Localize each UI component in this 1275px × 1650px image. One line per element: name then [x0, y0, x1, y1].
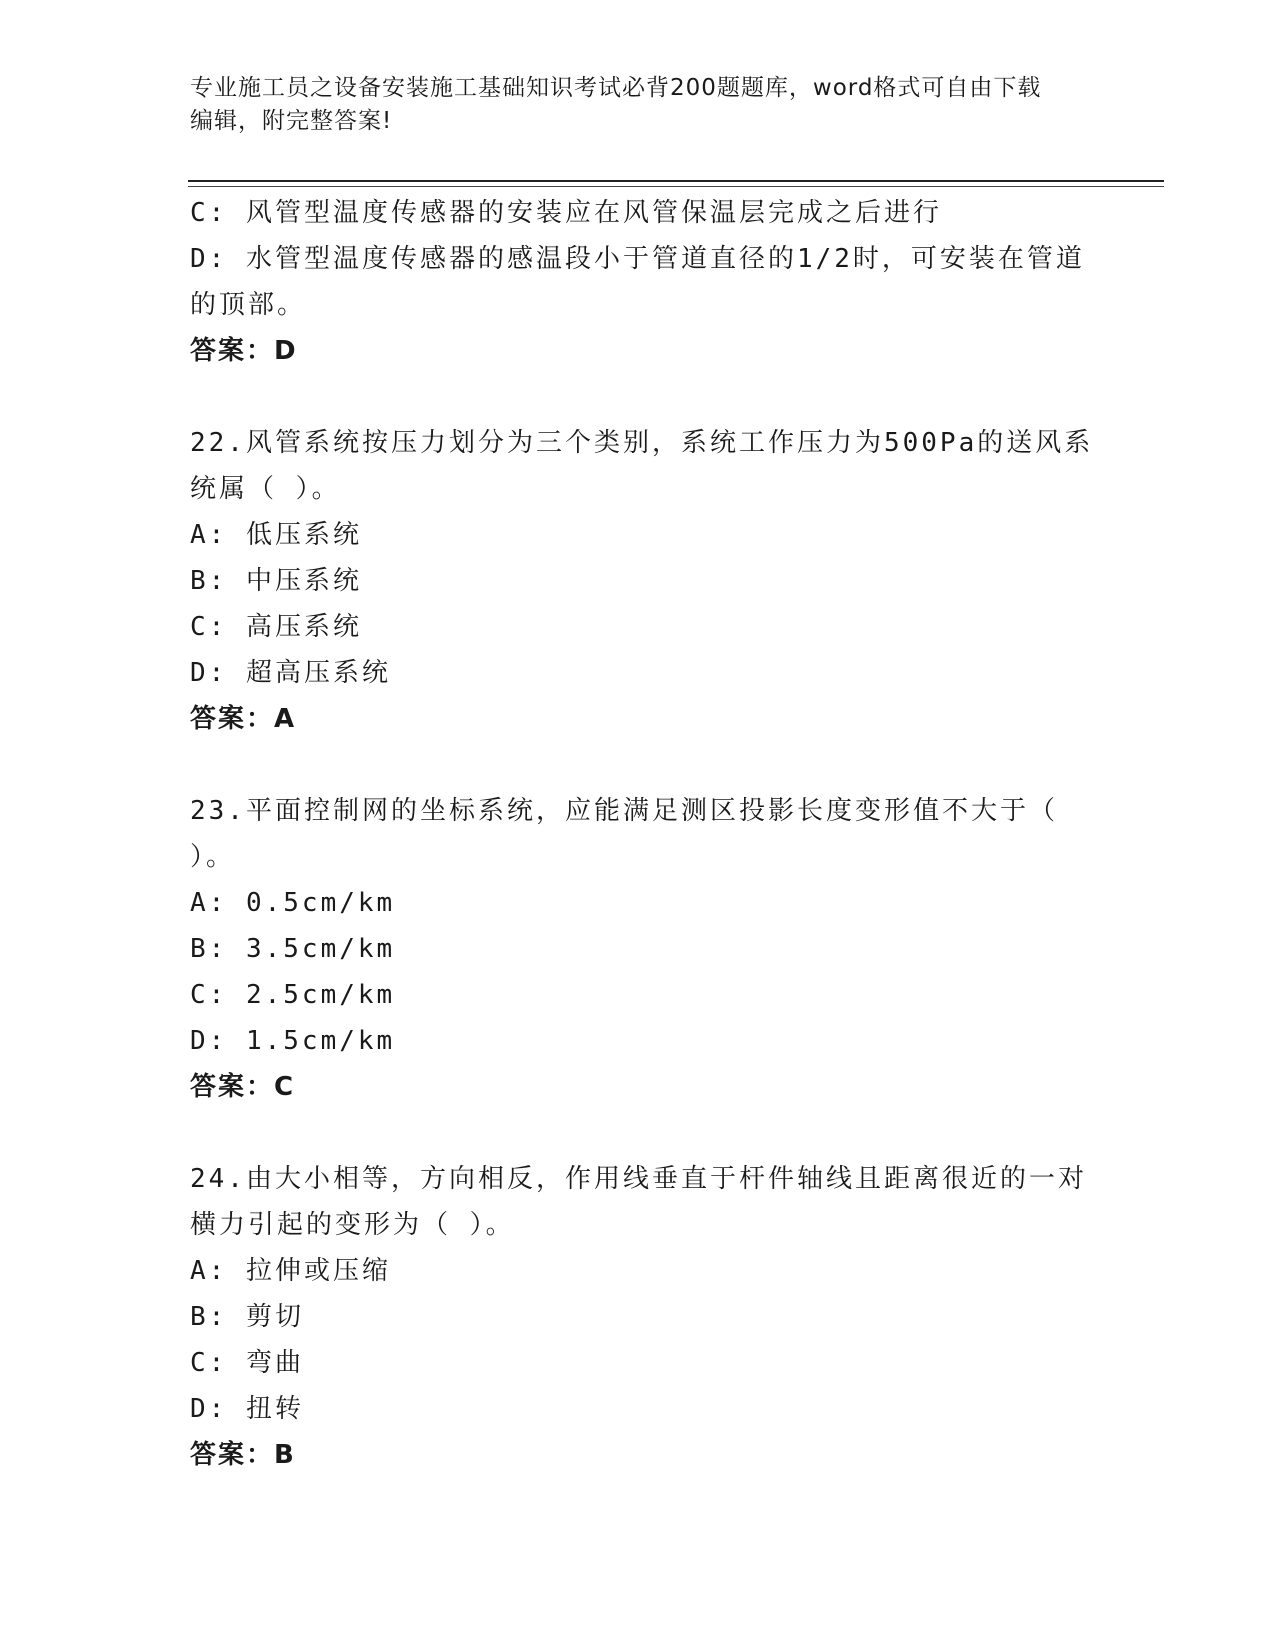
header-title-line-1: 专业施工员之设备安装施工基础知识考试必背200题题库，word格式可自由下载 — [190, 75, 1042, 101]
question-stem-line-2: 统属（ ）。 — [190, 474, 341, 504]
option-d: D: 1.5cm/km — [190, 1026, 396, 1056]
option-c: C: 高压系统 — [190, 612, 362, 642]
spacer — [190, 742, 1090, 788]
option-a: A: 0.5cm/km — [190, 888, 396, 918]
answer-label: 答案：B — [190, 1440, 296, 1470]
spacer — [190, 1110, 1090, 1156]
header-title-line-2: 编辑，附完整答案! — [190, 108, 393, 134]
question-24 — [190, 1156, 1090, 1478]
question-23 — [190, 788, 1090, 1110]
header-divider-thin — [188, 186, 1164, 187]
question-content — [190, 190, 1094, 1478]
document-header — [190, 72, 1090, 138]
answer-label: 答案：C — [190, 1072, 296, 1102]
option-c: C: 弯曲 — [190, 1348, 304, 1378]
answer-label: 答案：D — [190, 336, 298, 366]
question-stem-line-1: 23.平面控制网的坐标系统，应能满足测区投影长度变形值不大于（ — [190, 796, 1058, 826]
option-a: A: 低压系统 — [190, 520, 362, 550]
question-21-continuation — [190, 190, 1090, 374]
question-stem-line-1: 22.风管系统按压力划分为三个类别，系统工作压力为500Pa的送风系 — [190, 428, 1094, 458]
spacer — [190, 374, 1090, 420]
question-stem-line-1: 24.由大小相等，方向相反，作用线垂直于杆件轴线且距离很近的一对 — [190, 1164, 1087, 1194]
answer-label: 答案：A — [190, 704, 297, 734]
question-stem-line-2: ）。 — [190, 842, 236, 872]
option-b: B: 3.5cm/km — [190, 934, 396, 964]
option-d: D: 扭转 — [190, 1394, 304, 1424]
option-c: C: 2.5cm/km — [190, 980, 396, 1010]
option-a: A: 拉伸或压缩 — [190, 1256, 391, 1286]
option-d: D: 超高压系统 — [190, 658, 391, 688]
option-b: B: 中压系统 — [190, 566, 362, 596]
question-22 — [190, 420, 1094, 742]
option-b: B: 剪切 — [190, 1302, 304, 1332]
option-c: C: 风管型温度传感器的安装应在风管保温层完成之后进行 — [190, 198, 942, 228]
question-stem-line-2: 横力引起的变形为（ ）。 — [190, 1210, 515, 1240]
option-d-line-1: D: 水管型温度传感器的感温段小于管道直径的1/2时，可安装在管道 — [190, 244, 1085, 274]
header-divider-thick — [188, 180, 1164, 182]
option-d-line-2: 的顶部。 — [190, 290, 307, 320]
